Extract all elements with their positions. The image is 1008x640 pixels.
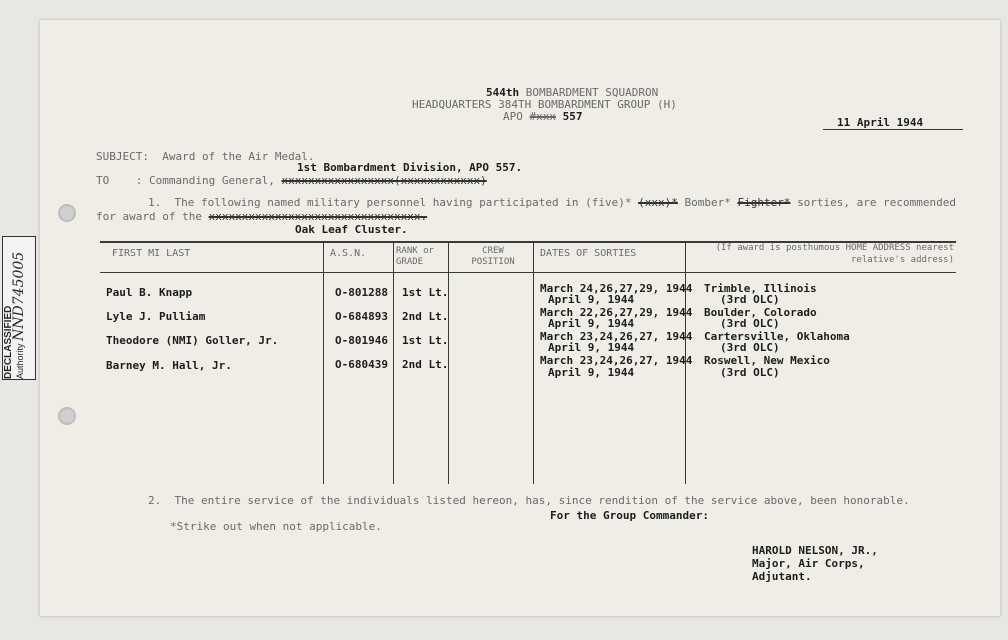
cell-address-1: Cartersville, Oklahoma bbox=[704, 330, 850, 343]
cell-dates-2: April 9, 1944 bbox=[548, 341, 635, 354]
cell-address-2: (3rd OLC) bbox=[720, 317, 780, 330]
cell-dates-2: April 9, 1944 bbox=[548, 366, 635, 379]
table-header-rule bbox=[100, 272, 956, 273]
signer-name: HAROLD NELSON, JR., bbox=[752, 544, 878, 557]
th-address: (If award is posthumous HOME ADDRESS nearest relative's address) bbox=[715, 243, 954, 265]
punch-hole-top bbox=[58, 204, 76, 222]
for-group-commander: For the Group Commander: bbox=[550, 509, 709, 522]
stamp-label: DECLASSIFIED bbox=[3, 305, 14, 379]
para2: 2. The entire service of the individuals listed hereon, has, since rendition of the service above, been honorable. bbox=[148, 494, 910, 507]
punch-hole-bottom bbox=[58, 407, 76, 425]
cell-asn: O-801946 bbox=[335, 334, 388, 347]
cell-address-1: Trimble, Illinois bbox=[704, 282, 817, 295]
para1-inserted: Oak Leaf Cluster. bbox=[295, 223, 408, 236]
cell-rank: 2nd Lt. bbox=[402, 358, 449, 371]
cell-name: Theodore (NMI) Goller, Jr. bbox=[106, 334, 279, 347]
col-divider-4 bbox=[533, 242, 534, 484]
cell-address-2: (3rd OLC) bbox=[720, 293, 780, 306]
to-line: TO : Commanding General, xxxxxxxxxxxxxxxxx(xxxxxxxxxxxx) bbox=[96, 174, 487, 187]
header-line-2: HEADQUARTERS 384TH BOMBARDMENT GROUP (H) bbox=[412, 98, 677, 111]
th-asn: A.S.N. bbox=[330, 248, 367, 259]
date-underline bbox=[823, 129, 963, 130]
cell-address-1: Roswell, New Mexico bbox=[704, 354, 830, 367]
cell-address-2: (3rd OLC) bbox=[720, 366, 780, 379]
document-date: 11 April 1944 bbox=[837, 116, 924, 129]
header-line-1: 544th BOMBARDMENT SQUADRON bbox=[486, 86, 659, 99]
cell-asn: O-684893 bbox=[335, 310, 388, 323]
signer-title: Adjutant. bbox=[752, 570, 812, 583]
cell-asn: O-801288 bbox=[335, 286, 388, 299]
para1-line2: for award of the xxxxxxxxxxxxxxxxxxxxxxxxxxxxxxxx. bbox=[96, 210, 428, 223]
header-line-3: APO #xxx 557 bbox=[503, 110, 583, 123]
footnote: *Strike out when not applicable. bbox=[170, 520, 382, 533]
cell-dates-2: April 9, 1944 bbox=[548, 293, 635, 306]
cell-name: Paul B. Knapp bbox=[106, 286, 193, 299]
signer-rank: Major, Air Corps, bbox=[752, 557, 865, 570]
subject-line: SUBJECT: Award of the Air Medal. bbox=[96, 150, 315, 163]
stamp-authority: Authority NND745005 bbox=[11, 251, 27, 379]
declassified-stamp bbox=[2, 236, 36, 380]
cell-rank: 1st Lt. bbox=[402, 334, 449, 347]
to-inserted: 1st Bombardment Division, APO 557. bbox=[297, 161, 523, 174]
th-dates: DATES OF SORTIES bbox=[540, 248, 637, 259]
th-name: FIRST MI LAST bbox=[112, 248, 191, 259]
para1-line1: 1. The following named military personnel having participated in (five)* (xxx)* Bomber* Fighter* sorties, are recommended bbox=[148, 196, 957, 209]
cell-rank: 2nd Lt. bbox=[402, 310, 449, 323]
cell-asn: O-680439 bbox=[335, 358, 388, 371]
col-divider-1 bbox=[323, 242, 324, 484]
cell-dates-1: March 23,24,26,27, 1944 bbox=[540, 330, 693, 343]
cell-dates-1: March 22,26,27,29, 1944 bbox=[540, 306, 693, 319]
th-rank: RANK or GRADE bbox=[396, 246, 434, 267]
cell-dates-1: March 24,26,27,29, 1944 bbox=[540, 282, 693, 295]
cell-dates-1: March 23,24,26,27, 1944 bbox=[540, 354, 693, 367]
th-crew: CREW POSITION bbox=[471, 246, 515, 267]
cell-dates-2: April 9, 1944 bbox=[548, 317, 635, 330]
cell-name: Barney M. Hall, Jr. bbox=[106, 359, 232, 372]
cell-name: Lyle J. Pulliam bbox=[106, 310, 206, 323]
col-divider-2 bbox=[393, 242, 394, 484]
cell-address-2: (3rd OLC) bbox=[720, 341, 780, 354]
document-page bbox=[40, 20, 1000, 616]
cell-rank: 1st Lt. bbox=[402, 286, 449, 299]
cell-address-1: Boulder, Colorado bbox=[704, 306, 817, 319]
